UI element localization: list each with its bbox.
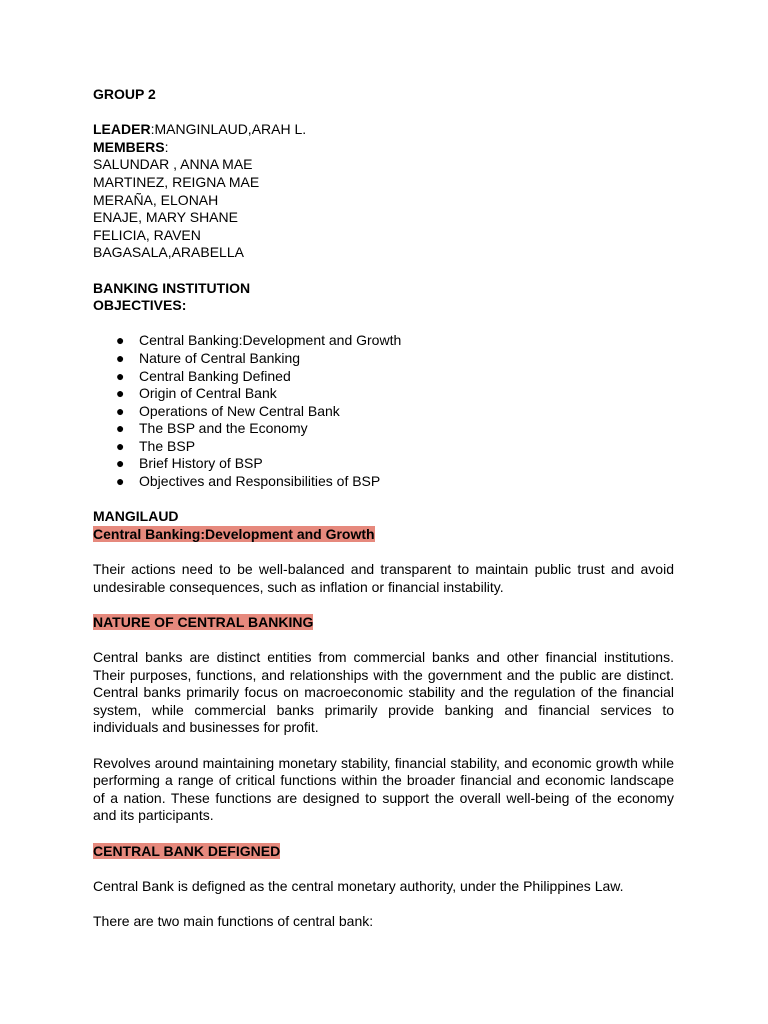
list-item-text: Nature of Central Banking bbox=[139, 349, 301, 366]
members-separator: : bbox=[164, 138, 169, 155]
spacer bbox=[93, 895, 674, 913]
list-item-text: The BSP bbox=[139, 437, 196, 454]
list-item bbox=[93, 438, 674, 456]
spacer bbox=[93, 262, 674, 280]
bullet-icon: ● bbox=[116, 385, 125, 402]
members-label: MEMBERS bbox=[93, 138, 165, 155]
objectives-list bbox=[93, 332, 674, 490]
list-item-text: Brief History of BSP bbox=[139, 455, 263, 472]
member-name: FELICIA, RAVEN bbox=[93, 226, 201, 243]
paragraph-development: Their actions need to be well-balanced and transparent to maintain public trust and avoid undesirable consequences, such as inflation or financial instability. bbox=[93, 561, 674, 595]
members-line bbox=[93, 139, 674, 157]
spacer bbox=[93, 860, 674, 878]
list-item bbox=[93, 332, 674, 350]
leader-label: LEADER bbox=[93, 121, 151, 138]
bullet-icon: ● bbox=[116, 473, 125, 490]
leader-separator: : bbox=[150, 121, 155, 138]
objectives-label: OBJECTIVES: bbox=[93, 297, 187, 314]
list-item-text: Objectives and Responsibilities of BSP bbox=[139, 473, 381, 490]
spacer bbox=[93, 315, 674, 333]
spacer bbox=[93, 737, 674, 755]
list-item bbox=[93, 385, 674, 403]
list-item bbox=[93, 368, 674, 386]
paragraph-nature-1: Central banks are distinct entities from commercial banks and other financial institutions. Their purposes, functions, and relationships with the government and the public are distinct. Central banks primarily focus on macroeconomic stability and the regulation of the financial system, while commercial banks primarily provide banking and financial services to individuals and businesses for profit. bbox=[93, 649, 674, 736]
bullet-icon: ● bbox=[116, 455, 125, 472]
member-name: BAGASALA,ARABELLA bbox=[93, 244, 244, 261]
list-item bbox=[93, 350, 674, 368]
group-title: GROUP 2 bbox=[93, 86, 156, 102]
list-item-text: Central Banking:Development and Growth bbox=[139, 332, 402, 349]
spacer bbox=[93, 104, 674, 122]
bullet-icon: ● bbox=[116, 332, 125, 349]
presenter-name: MANGILAUD bbox=[93, 508, 179, 525]
list-item-text: Operations of New Central Bank bbox=[139, 402, 340, 419]
leader-line bbox=[93, 121, 674, 139]
section-heading-nature: NATURE OF CENTRAL BANKING bbox=[93, 613, 314, 630]
spacer bbox=[93, 491, 674, 509]
document-page bbox=[93, 86, 674, 931]
list-item bbox=[93, 420, 674, 438]
list-item-text: Central Banking Defined bbox=[139, 367, 291, 384]
paragraph-defigned-1: Central Bank is defigned as the central monetary authority, under the Philippines Law. bbox=[93, 877, 624, 894]
list-item bbox=[93, 455, 674, 473]
paragraph-nature-2: Revolves around maintaining monetary stability, financial stability, and economic growth while performing a range of critical functions within the broader financial and economic landscape of a nation. These functions are designed to support the overall well-being of the economy and its participants. bbox=[93, 754, 674, 824]
spacer bbox=[93, 543, 674, 561]
member-name: MERAÑA, ELONAH bbox=[93, 191, 219, 208]
topic-title: BANKING INSTITUTION bbox=[93, 279, 251, 296]
bullet-icon: ● bbox=[116, 437, 125, 454]
list-item bbox=[93, 403, 674, 421]
bullet-icon: ● bbox=[116, 402, 125, 419]
list-item-text: Origin of Central Bank bbox=[139, 385, 277, 402]
section-heading-development: Central Banking:Development and Growth bbox=[93, 525, 375, 542]
leader-name: MANGINLAUD,ARAH L. bbox=[154, 121, 307, 138]
spacer bbox=[93, 825, 674, 843]
member-name: MARTINEZ, REIGNA MAE bbox=[93, 173, 260, 190]
list-item bbox=[93, 473, 674, 491]
member-name: ENAJE, MARY SHANE bbox=[93, 209, 238, 226]
spacer bbox=[93, 596, 674, 614]
section-heading-defigned: CENTRAL BANK DEFIGNED bbox=[93, 842, 281, 859]
bullet-icon: ● bbox=[116, 349, 125, 366]
member-name: SALUNDAR , ANNA MAE bbox=[93, 156, 253, 173]
list-item-text: The BSP and the Economy bbox=[139, 420, 308, 437]
spacer bbox=[93, 631, 674, 649]
bullet-icon: ● bbox=[116, 420, 125, 437]
paragraph-defigned-2: There are two main functions of central bank: bbox=[93, 912, 374, 929]
bullet-icon: ● bbox=[116, 367, 125, 384]
